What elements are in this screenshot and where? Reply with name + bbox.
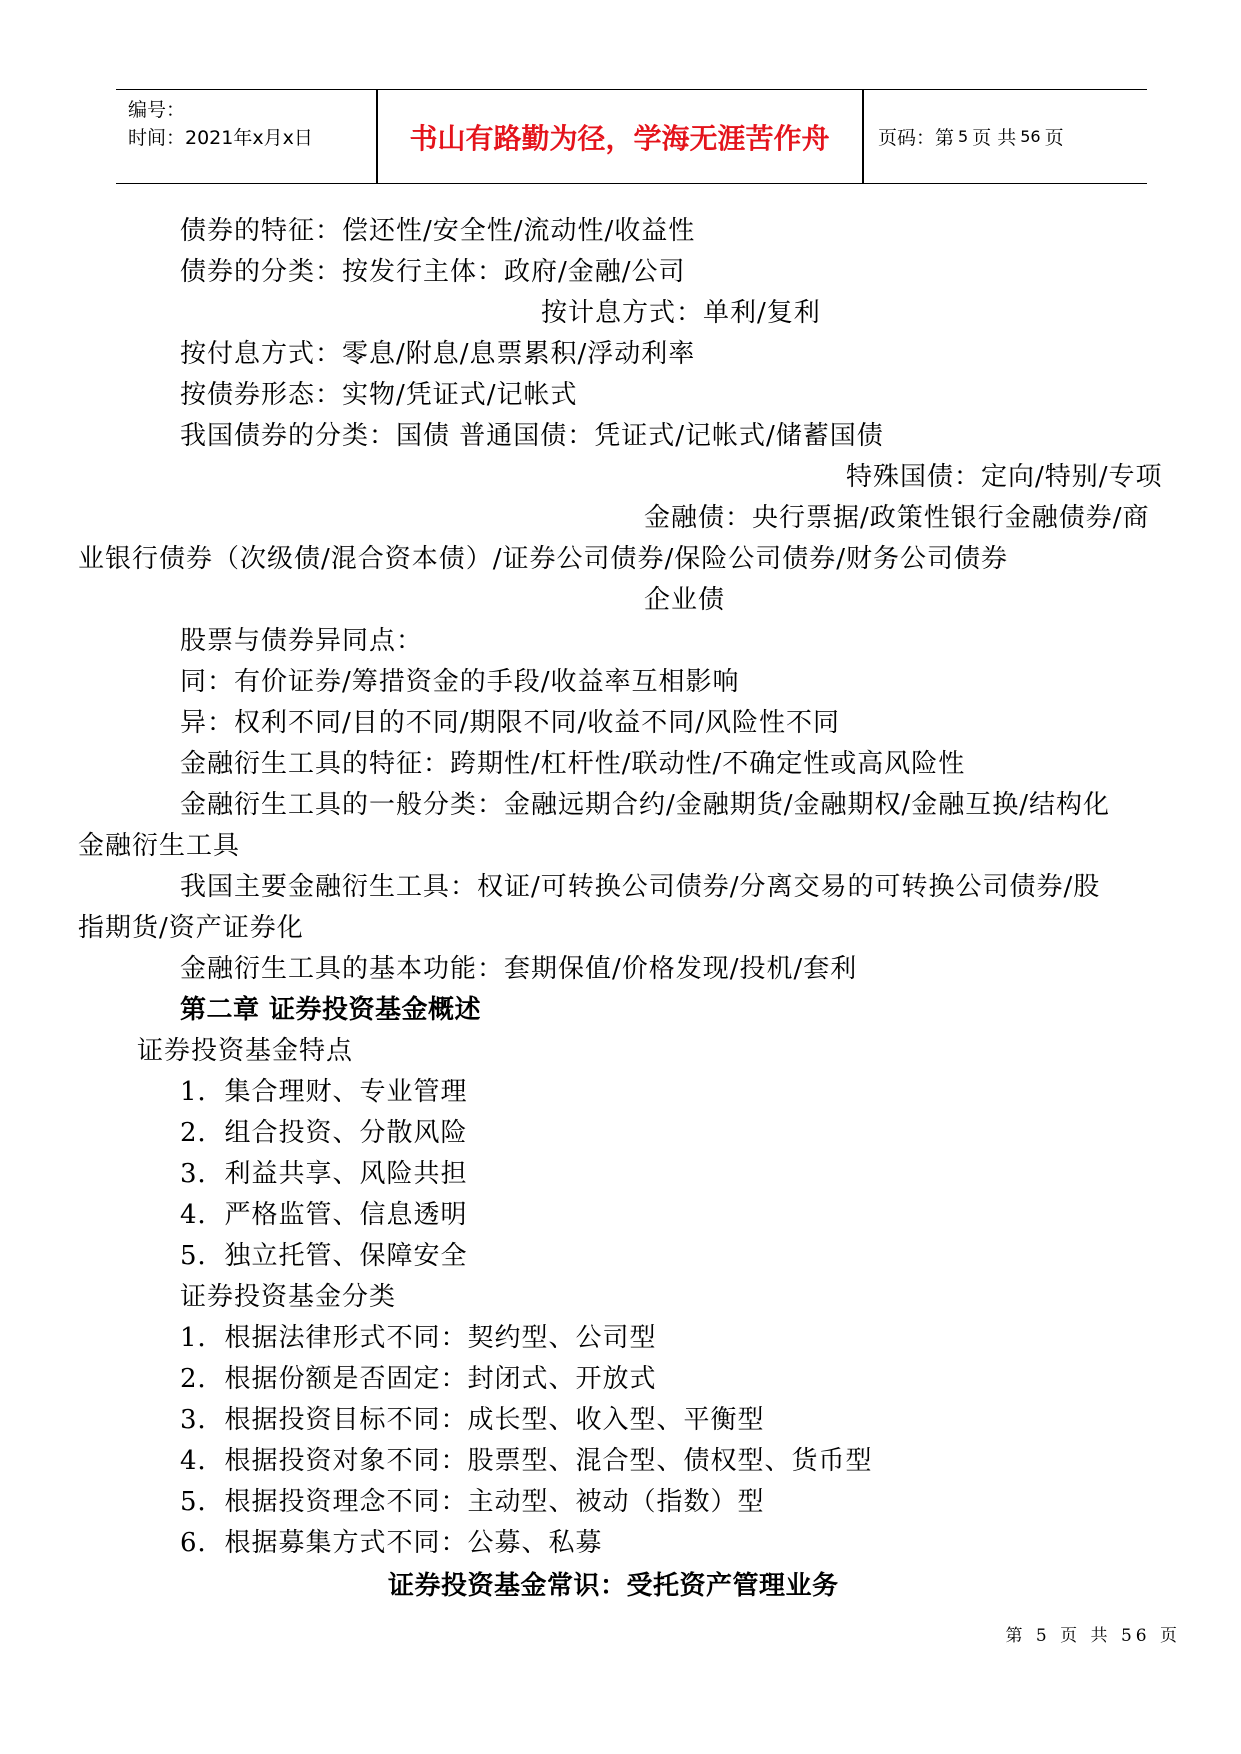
text-line: 按债券形态：实物/凭证式/记帐式 — [180, 380, 578, 410]
list-item: 5．根据投资理念不同：主动型、被动（指数）型 — [180, 1487, 765, 1517]
list-item: 1．根据法律形式不同：契约型、公司型 — [180, 1323, 657, 1353]
chapter-heading: 第二章 证券投资基金概述 — [180, 995, 482, 1025]
time-label: 时间：2021年x月x日 — [128, 127, 313, 149]
header-table — [116, 89, 1147, 184]
text-line: 同：有价证券/筹措资金的手段/收益率互相影响 — [180, 667, 740, 697]
text-line: 我国主要金融衍生工具：权证/可转换公司债券/分离交易的可转换公司债券/股 — [180, 872, 1101, 902]
page-total: 56 — [1020, 127, 1041, 146]
page-code-prefix: 页码：第 — [878, 127, 955, 149]
text-line: 金融衍生工具 — [78, 831, 241, 861]
list-item: 6．根据募集方式不同：公募、私募 — [180, 1528, 603, 1558]
header-left — [128, 96, 313, 152]
list-item: 5．独立托管、保障安全 — [180, 1241, 468, 1271]
list-item: 3．利益共享、风险共担 — [180, 1159, 468, 1189]
text-line: 特殊国债：定向/特别/专项 — [846, 462, 1163, 492]
text-line: 我国债券的分类：国债 普通国债：凭证式/记帐式/储蓄国债 — [180, 421, 884, 451]
list-item: 4．根据投资对象不同：股票型、混合型、债权型、货币型 — [180, 1446, 873, 1476]
text-line: 异：权利不同/目的不同/期限不同/收益不同/风险性不同 — [180, 708, 841, 738]
text-line: 证券投资基金分类 — [180, 1282, 397, 1312]
text-line: 按计息方式：单利/复利 — [541, 298, 821, 328]
section-heading: 证券投资基金常识：受托资产管理业务 — [388, 1571, 839, 1601]
list-item: 4．严格监管、信息透明 — [180, 1200, 468, 1230]
list-item: 3．根据投资目标不同：成长型、收入型、平衡型 — [180, 1405, 765, 1435]
list-item: 1．集合理财、专业管理 — [180, 1077, 468, 1107]
text-line: 按付息方式：零息/附息/息票累积/浮动利率 — [180, 339, 696, 369]
text-line: 金融债：央行票据/政策性银行金融债券/商 — [644, 503, 1150, 533]
list-item: 2．组合投资、分散风险 — [180, 1118, 468, 1148]
text-line: 企业债 — [644, 585, 726, 615]
text-line: 金融衍生工具的一般分类：金融远期合约/金融期货/金融期权/金融互换/结构化 — [180, 790, 1111, 820]
text-line: 债券的特征：偿还性/安全性/流动性/收益性 — [180, 216, 696, 246]
header-motto: 书山有路勤为径，学海无涯苦作舟 — [409, 121, 830, 155]
text-line: 债券的分类：按发行主体：政府/金融/公司 — [180, 257, 686, 287]
text-line: 业银行债券（次级债/混合资本债）/证券公司债券/保险公司债券/财务公司债券 — [78, 544, 1009, 574]
page-footer: 第 5 页 共 56 页 — [1005, 1626, 1181, 1646]
page-code-mid: 页 共 — [972, 127, 1017, 149]
text-line: 证券投资基金特点 — [137, 1036, 354, 1066]
text-line: 金融衍生工具的基本功能：套期保值/价格发现/投机/套利 — [180, 954, 858, 984]
header-page-code — [878, 90, 1064, 183]
number-label: 编号： — [128, 99, 186, 121]
text-line: 金融衍生工具的特征：跨期性/杠杆性/联动性/不确定性或高风险性 — [180, 749, 966, 779]
header-divider — [862, 90, 864, 183]
page-number: 5 — [958, 127, 969, 146]
list-item: 2．根据份额是否固定：封闭式、开放式 — [180, 1364, 657, 1394]
page-code-suffix: 页 — [1044, 127, 1064, 149]
text-line: 指期货/资产证券化 — [78, 913, 304, 943]
text-line: 股票与债券异同点： — [180, 626, 424, 656]
